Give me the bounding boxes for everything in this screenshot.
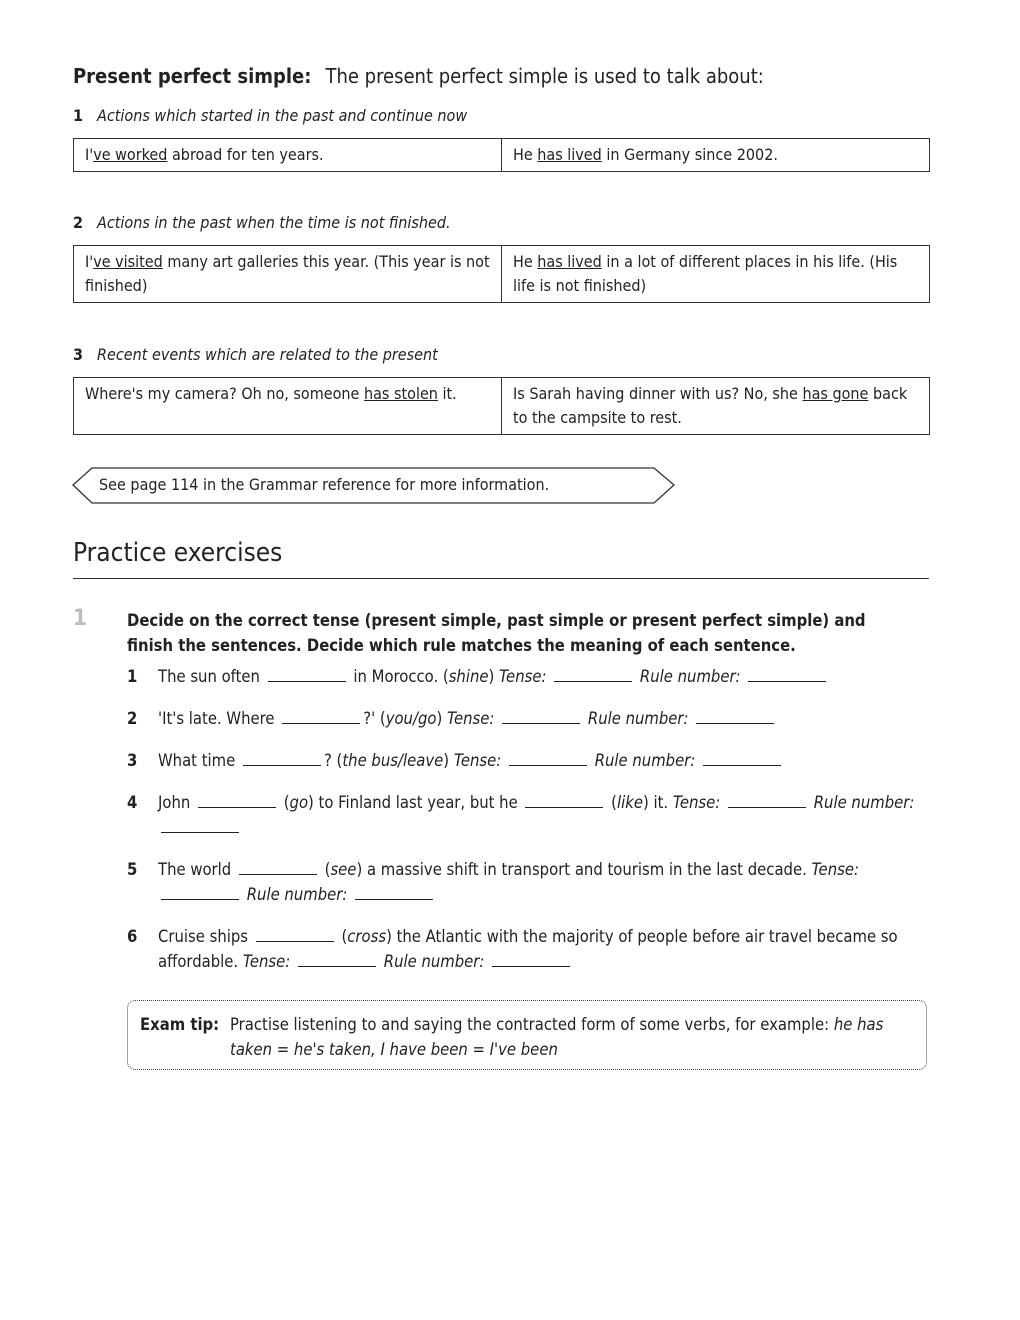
italic-hint: Tense: — [499, 667, 552, 686]
exam-tip-label: Exam tip: — [140, 1015, 220, 1034]
italic-hint: like — [616, 793, 643, 812]
italic-hint: Tense: — [811, 860, 859, 879]
italic-hint: go — [289, 793, 309, 812]
sentence-text: What time — [158, 751, 240, 770]
example-text: Is Sarah having dinner with us? No, she — [513, 384, 803, 403]
example-right — [502, 246, 930, 303]
answer-blank[interactable] — [525, 793, 603, 808]
sentence-text: 'It's late. Where — [158, 709, 280, 728]
answer-blank[interactable] — [554, 667, 632, 682]
rule-heading — [73, 106, 467, 125]
item-number: 1 — [127, 667, 138, 686]
example-text: I' — [85, 252, 94, 271]
example-table — [73, 377, 930, 435]
example-text: it. — [437, 384, 457, 403]
example-text: back to the campsite to rest. — [513, 384, 908, 427]
verb-underlined: has lived — [537, 145, 602, 164]
example-text: abroad for ten years. — [167, 145, 324, 164]
exam-tip-example: he has taken = he's taken, I have been = I've been — [230, 1015, 884, 1059]
example-table — [73, 138, 930, 172]
answer-blank[interactable] — [748, 667, 826, 682]
answer-blank[interactable] — [696, 709, 774, 724]
verb-underlined: has stolen — [363, 384, 438, 403]
item-number: 6 — [127, 927, 138, 946]
italic-hint: Rule number: — [587, 709, 694, 728]
exam-tip-box — [127, 1000, 927, 1070]
rule-number: 1 — [73, 106, 84, 125]
example-right — [502, 139, 930, 172]
rule-number: 3 — [73, 345, 84, 364]
example-text: many art galleries this year. (This year is not finished) — [85, 252, 490, 295]
italic-hint: Tense: — [672, 793, 725, 812]
rule-description: Recent events which are related to the present — [97, 345, 438, 364]
answer-blank[interactable] — [256, 927, 334, 942]
item-sentence — [158, 748, 784, 773]
exercise-item — [127, 790, 917, 840]
italic-hint: Tense: — [242, 952, 296, 971]
italic-hint: cross — [347, 927, 387, 946]
sentence-text: ?' ( — [363, 709, 386, 728]
exercise-item — [127, 748, 917, 773]
practice-heading: Practice exercises — [73, 538, 283, 568]
exercise-item — [127, 664, 917, 689]
example-text: He — [513, 252, 538, 271]
example-left — [74, 246, 502, 303]
title-text: The present perfect simple is used to talk about: — [325, 64, 764, 88]
item-sentence — [158, 790, 917, 840]
example-text: in a lot of different places in his life. (His life is not finished) — [513, 252, 898, 295]
sentence-text: Cruise ships — [158, 927, 253, 946]
example-table — [73, 245, 930, 303]
rule-description: Actions which started in the past and continue now — [97, 106, 468, 125]
answer-blank[interactable] — [282, 709, 360, 724]
sentence-text: ) to Finland last year, but he — [308, 793, 523, 812]
exam-tip-body: Practise listening to and saying the contracted form of some verbs, for example: — [230, 1015, 834, 1034]
answer-blank[interactable] — [492, 952, 570, 967]
sentence-text: ( — [606, 793, 617, 812]
item-sentence — [158, 706, 777, 731]
table-row — [74, 246, 930, 303]
sentence-text: ( — [279, 793, 290, 812]
exercise-item — [127, 706, 917, 731]
rule-heading — [73, 345, 438, 364]
divider — [73, 578, 929, 579]
sentence-text: in Morocco. ( — [348, 667, 449, 686]
answer-blank[interactable] — [502, 709, 580, 724]
sentence-text: John — [158, 793, 195, 812]
italic-hint: Rule number: — [639, 667, 746, 686]
exercise-instructions: Decide on the correct tense (present simple, past simple or present perfect simple) and finish the sentences. Decide which rule matches the meaning of each sentence. — [127, 611, 866, 655]
italic-hint: shine — [448, 667, 489, 686]
answer-blank[interactable] — [198, 793, 276, 808]
sentence-text: ) — [436, 709, 447, 728]
italic-hint: Rule number: — [813, 793, 915, 812]
item-sentence — [158, 857, 917, 907]
sentence-text: ) — [443, 751, 454, 770]
sentence-text: ) — [488, 667, 500, 686]
italic-hint: see — [330, 860, 357, 879]
item-number: 5 — [127, 860, 138, 879]
verb-underlined: has gone — [802, 384, 869, 403]
example-text: I' — [85, 145, 94, 164]
answer-blank[interactable] — [355, 885, 433, 900]
answer-blank[interactable] — [703, 751, 781, 766]
answer-blank[interactable] — [243, 751, 321, 766]
grammar-reference-banner — [72, 467, 674, 503]
table-row — [74, 139, 930, 172]
answer-blank[interactable] — [161, 818, 239, 833]
verb-underlined: ve visited — [93, 252, 163, 271]
rule-description: Actions in the past when the time is not finished. — [97, 213, 451, 232]
sentence-text: ( — [336, 927, 348, 946]
sentence-text: ) a massive shift in transport and tourism in the last decade. — [356, 860, 812, 879]
answer-blank[interactable] — [268, 667, 346, 682]
example-text: He — [513, 145, 538, 164]
answer-blank[interactable] — [239, 860, 317, 875]
exercise-item — [127, 924, 917, 974]
item-number: 3 — [127, 751, 138, 770]
exercise-items — [127, 664, 917, 991]
verb-underlined: has lived — [537, 252, 602, 271]
sentence-text: ? ( — [323, 751, 343, 770]
italic-hint: you/go — [385, 709, 437, 728]
example-text: in Germany since 2002. — [601, 145, 778, 164]
example-left — [74, 378, 502, 435]
exercise-item — [127, 857, 917, 907]
italic-hint: Rule number: — [594, 751, 701, 770]
table-row — [74, 378, 930, 435]
sentence-text: ) it. — [642, 793, 673, 812]
sentence-text: ( — [319, 860, 331, 879]
item-sentence — [158, 924, 917, 974]
item-sentence — [158, 664, 829, 689]
italic-hint: Rule number: — [246, 885, 353, 904]
sentence-text: ) the Atlantic with the majority of people before air travel became so affordable. — [158, 927, 898, 971]
italic-hint: Rule number: — [383, 952, 490, 971]
rule-heading — [73, 213, 451, 232]
answer-blank[interactable] — [298, 952, 376, 967]
answer-blank[interactable] — [509, 751, 587, 766]
italic-hint: the bus/leave — [342, 751, 444, 770]
item-number: 4 — [127, 793, 138, 812]
verb-underlined: ve worked — [93, 145, 168, 164]
item-number: 2 — [127, 709, 138, 728]
reference-text: See page 114 in the Grammar reference for more information. — [99, 475, 550, 494]
italic-hint: Tense: — [453, 751, 506, 770]
sentence-text: The sun often — [158, 667, 265, 686]
exam-tip-text — [230, 1012, 920, 1062]
example-right — [502, 378, 930, 435]
exercise-number: 1 — [73, 606, 87, 631]
answer-blank[interactable] — [161, 885, 239, 900]
sentence-text: The world — [158, 860, 236, 879]
example-left — [74, 139, 502, 172]
italic-hint: Tense: — [446, 709, 500, 728]
title-label: Present perfect simple: — [73, 64, 312, 88]
section-title — [73, 64, 764, 88]
answer-blank[interactable] — [728, 793, 806, 808]
rule-number: 2 — [73, 213, 84, 232]
example-text: Where's my camera? Oh no, someone — [85, 384, 364, 403]
